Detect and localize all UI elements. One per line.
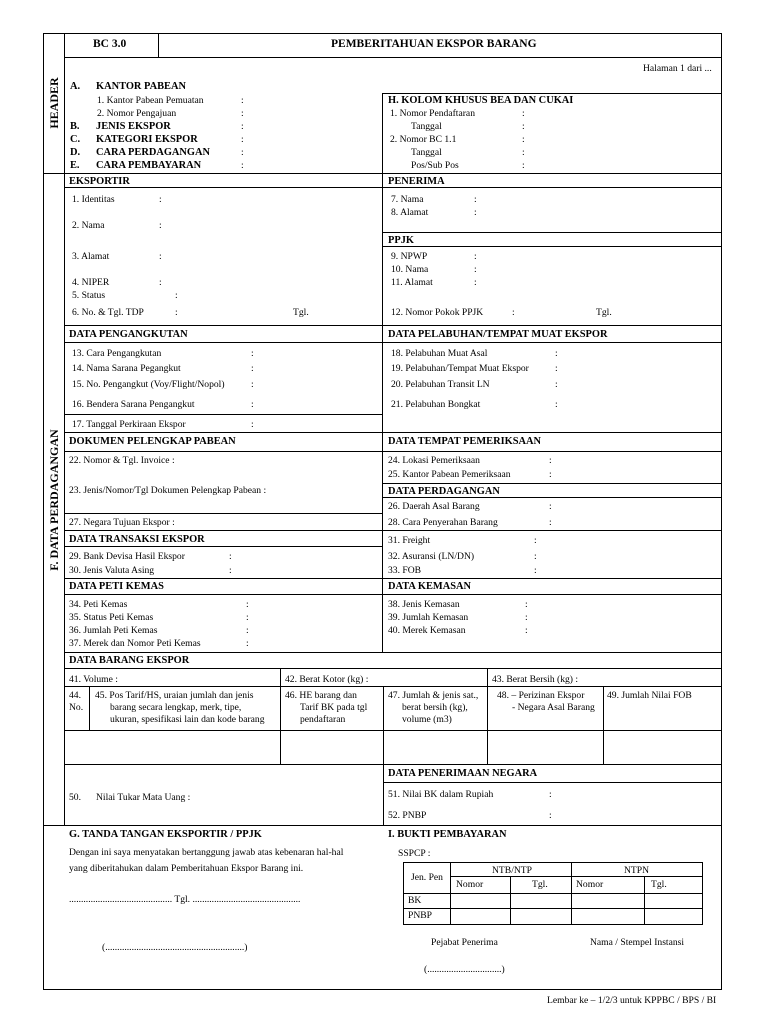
colon: : [549, 517, 552, 528]
ttd-statement-line1: Dengan ini saya menyatakan bertanggung jawab atas kebenaran hal-hal [69, 847, 344, 858]
section-h-title: H. KOLOM KHUSUS BEA DAN CUKAI [388, 95, 574, 106]
tgl-label: Tgl. [596, 307, 612, 318]
form-title: PEMBERITAHUAN EKSPOR BARANG [331, 38, 537, 50]
merek-kemasan-label: 40. Merek Kemasan [388, 625, 466, 636]
colon: : [549, 501, 552, 512]
colon: : [159, 251, 162, 262]
colon: : [175, 307, 178, 318]
nomor-header: Nomor [456, 879, 484, 890]
bendera-label: 16. Bendera Sarana Pengangkut [72, 399, 195, 410]
page-label: Halaman 1 dari ... [643, 63, 712, 74]
nomor-pokok-ppjk-label: 12. Nomor Pokok PPJK [391, 307, 484, 318]
colon: : [522, 121, 525, 132]
section-b-letter: B. [70, 121, 80, 132]
pelabuhan-bongkat-label: 21. Pelabuhan Bongkat [391, 399, 481, 410]
lokasi-pemeriksaan-label: 24. Lokasi Pemeriksaan [388, 455, 480, 466]
colon: : [555, 348, 558, 359]
bukti-title: I. BUKTI PEMBAYARAN [388, 829, 507, 840]
colon: : [474, 264, 477, 275]
perdagangan-title: DATA PERDAGANGAN [388, 486, 500, 497]
colon: : [159, 220, 162, 231]
section-c-letter: C. [70, 134, 81, 145]
merek-peti-kemas-label: 37. Merek dan Nomor Peti Kemas [69, 638, 201, 649]
transaksi-title: DATA TRANSAKSI EKSPOR [69, 534, 205, 545]
jumlah-kemasan-label: 39. Jumlah Kemasan [388, 612, 469, 623]
colon: : [241, 160, 244, 171]
peti-kemas-label: 34. Peti Kemas [69, 599, 128, 610]
pos-sub-pos-label: Pos/Sub Pos [411, 160, 459, 171]
bank-devisa-label: 29. Bank Devisa Hasil Ekspor [69, 551, 185, 562]
tgl-header: Tgl. [532, 879, 548, 890]
colon: : [474, 277, 477, 288]
colon: : [246, 638, 249, 649]
colon: : [159, 277, 162, 288]
col-47-line3: volume (m3) [402, 714, 452, 725]
kantor-pemeriksaan-label: 25. Kantor Pabean Pemeriksaan [388, 469, 511, 480]
col-46-line1: 46. HE barang dan [285, 690, 357, 701]
identitas-label: 1. Identitas [72, 194, 115, 205]
colon: : [251, 399, 254, 410]
colon: : [525, 599, 528, 610]
kantor-pemuatan-label: 1. Kantor Pabean Pemuatan [97, 95, 204, 106]
colon: : [175, 290, 178, 301]
col-44-label: 44. [69, 690, 81, 701]
bk-row-label: BK [408, 895, 422, 906]
no-tgl-tdp-label: 6. No. & Tgl. TDP [72, 307, 144, 318]
col-no-label: No. [69, 702, 84, 713]
fob-label: 33. FOB [388, 565, 422, 576]
colon: : [525, 625, 528, 636]
volume-label: 41. Volume : [69, 674, 118, 685]
colon: : [251, 348, 254, 359]
colon: : [241, 108, 244, 119]
cara-pembayaran-label: CARA PEMBAYARAN [96, 160, 202, 171]
tanggal-perkiraan-label: 17. Tanggal Perkiraan Ekspor [72, 419, 186, 430]
col-47-line2: berat bersih (kg), [402, 702, 468, 713]
colon: : [555, 399, 558, 410]
ttd-statement-line2: yang diberitahukan dalam Pemberitahuan Ekspor Barang ini. [69, 863, 304, 874]
col-48-line1: 48. – Perizinan Ekspor [497, 690, 585, 701]
nama-label: 2. Nama [72, 220, 105, 231]
colon: : [251, 419, 254, 430]
pelabuhan-muat-ekspor-label: 19. Pelabuhan/Tempat Muat Ekspor [391, 363, 529, 374]
colon: : [474, 194, 477, 205]
colon: : [246, 625, 249, 636]
ntpn-header: NTPN [624, 865, 650, 876]
col-46-line2: Tarif BK pada tgl [300, 702, 368, 713]
footer-note: Lembar ke – 1/2/3 untuk KPPBC / BPS / BI [547, 995, 717, 1006]
col-45-line1: 45. Pos Tarif/HS, uraian jumlah dan jenis [95, 690, 254, 701]
cara-penyerahan-label: 28. Cara Penyerahan Barang [388, 517, 498, 528]
jenis-ekspor-label: JENIS EKSPOR [96, 121, 171, 132]
colon: : [522, 134, 525, 145]
side-header-label: HEADER [47, 77, 61, 129]
colon: : [251, 379, 254, 390]
ttd-title: G. TANDA TANGAN EKSPORTIR / PPJK [69, 829, 262, 840]
eksportir-title: EKSPORTIR [69, 176, 130, 187]
colon: : [549, 455, 552, 466]
sspcp-label: SSPCP : [398, 848, 431, 859]
colon: : [555, 363, 558, 374]
nomor-header: Nomor [576, 879, 604, 890]
colon: : [555, 379, 558, 390]
pnbp-row-label: PNBP [408, 910, 432, 921]
col-45-line3: ukuran, spesifikasi lain dan kode barang [110, 714, 265, 725]
colon: : [534, 551, 537, 562]
nilai-tukar-label: Nilai Tukar Mata Uang : [96, 792, 191, 803]
colon: : [241, 134, 244, 145]
kemasan-title: DATA KEMASAN [388, 581, 472, 592]
colon: : [525, 612, 528, 623]
colon: : [474, 207, 477, 218]
col-48-line2: - Negara Asal Barang [512, 702, 595, 713]
dokumen-title: DOKUMEN PELENGKAP PABEAN [69, 436, 236, 447]
col-45-line2: barang secara lengkap, merk, tipe, [110, 702, 242, 713]
peti-kemas-title: DATA PETI KEMAS [69, 581, 164, 592]
asuransi-label: 32. Asuransi (LN/DN) [388, 551, 475, 562]
pejabat-signature-line: (...............................) [424, 964, 505, 975]
ntb-ntp-header: NTB/NTP [492, 865, 532, 876]
cara-pengangkutan-label: 13. Cara Pengangkutan [72, 348, 162, 359]
ttd-date-line: ........................................... Tgl. ............................................. [69, 894, 301, 905]
tanggal-label: Tanggal [411, 121, 442, 132]
colon: : [246, 612, 249, 623]
colon: : [549, 789, 552, 800]
freight-label: 31. Freight [388, 535, 431, 546]
penerima-title: PENERIMA [388, 176, 445, 187]
jumlah-peti-kemas-label: 36. Jumlah Peti Kemas [69, 625, 158, 636]
alamat-label: 3. Alamat [72, 251, 110, 262]
ppjk-alamat-label: 11. Alamat [391, 277, 433, 288]
nomor-pengajuan-label: 2. Nomor Pengajuan [97, 108, 177, 119]
section-a-title: KANTOR PABEAN [96, 81, 186, 92]
tgl-label: Tgl. [293, 307, 309, 318]
colon: : [549, 810, 552, 821]
colon: : [512, 307, 515, 318]
colon: : [241, 121, 244, 132]
penerimaan-title: DATA PENERIMAAN NEGARA [388, 768, 538, 779]
colon: : [159, 194, 162, 205]
ppjk-title: PPJK [388, 235, 414, 246]
pelabuhan-transit-label: 20. Pelabuhan Transit LN [391, 379, 490, 390]
form-code: BC 3.0 [93, 38, 127, 50]
penerima-nama-label: 7. Nama [391, 194, 424, 205]
status-peti-kemas-label: 35. Status Peti Kemas [69, 612, 154, 623]
jen-pen-header: Jen. Pen [411, 872, 443, 883]
colon: : [474, 251, 477, 262]
ttd-signature-line: (..........................................................) [102, 942, 248, 953]
pengangkutan-title: DATA PENGANGKUTAN [69, 329, 188, 340]
colon: : [534, 535, 537, 546]
cara-perdagangan-label: CARA PERDAGANGAN [96, 147, 211, 158]
dokumen-pelengkap-label: 23. Jenis/Nomor/Tgl Dokumen Pelengkap Pabean : [69, 485, 267, 496]
col-49-label: 49. Jumlah Nilai FOB [607, 690, 692, 701]
pemeriksaan-title: DATA TEMPAT PEMERIKSAAN [388, 436, 541, 447]
pelabuhan-muat-asal-label: 18. Pelabuhan Muat Asal [391, 348, 488, 359]
colon: : [522, 147, 525, 158]
colon: : [534, 565, 537, 576]
colon: : [522, 160, 525, 171]
nama-stempel-label: Nama / Stempel Instansi [590, 937, 685, 948]
col-47-line1: 47. Jumlah & jenis sat., [388, 690, 479, 701]
colon: : [522, 108, 525, 119]
colon: : [229, 551, 232, 562]
colon: : [241, 95, 244, 106]
pelabuhan-title: DATA PELABUHAN/TEMPAT MUAT EKSPOR [388, 329, 608, 340]
invoice-label: 22. Nomor & Tgl. Invoice : [69, 455, 175, 466]
colon: : [549, 469, 552, 480]
ppjk-nama-label: 10. Nama [391, 264, 429, 275]
no-pengangkut-label: 15. No. Pengangkut (Voy/Flight/Nopol) [72, 379, 225, 390]
colon: : [251, 363, 254, 374]
berat-bersih-label: 43. Berat Bersih (kg) : [492, 674, 579, 685]
section-d-letter: D. [70, 147, 81, 158]
penerima-alamat-label: 8. Alamat [391, 207, 429, 218]
item-50-number: 50. [69, 792, 81, 803]
tgl-header: Tgl. [651, 879, 667, 890]
kategori-ekspor-label: KATEGORI EKSPOR [96, 134, 198, 145]
pnbp-label: 52. PNBP [388, 810, 427, 821]
colon: : [246, 599, 249, 610]
section-e-letter: E. [70, 160, 80, 171]
negara-tujuan-label: 27. Negara Tujuan Ekspor : [69, 517, 175, 528]
berat-kotor-label: 42. Berat Kotor (kg) : [285, 674, 369, 685]
tanggal-label: Tanggal [411, 147, 442, 158]
col-46-line3: pendaftaran [300, 714, 346, 725]
nilai-bk-label: 51. Nilai BK dalam Rupiah [388, 789, 494, 800]
section-a-letter: A. [70, 81, 81, 92]
npwp-label: 9. NPWP [391, 251, 428, 262]
side-data-label: F. DATA PERDAGANGAN [47, 429, 61, 571]
daerah-asal-label: 26. Daerah Asal Barang [388, 501, 480, 512]
status-label: 5. Status [72, 290, 106, 301]
valuta-asing-label: 30. Jenis Valuta Asing [69, 565, 155, 576]
nomor-pendaftaran-label: 1. Nomor Pendaftaran [390, 108, 475, 119]
colon: : [241, 147, 244, 158]
nomor-bc11-label: 2. Nomor BC 1.1 [390, 134, 457, 145]
pejabat-penerima-label: Pejabat Penerima [431, 937, 498, 948]
colon: : [229, 565, 232, 576]
niper-label: 4. NIPER [72, 277, 110, 288]
jenis-kemasan-label: 38. Jenis Kemasan [388, 599, 460, 610]
barang-title: DATA BARANG EKSPOR [69, 655, 190, 666]
nama-sarana-label: 14. Nama Sarana Pegangkut [72, 363, 181, 374]
